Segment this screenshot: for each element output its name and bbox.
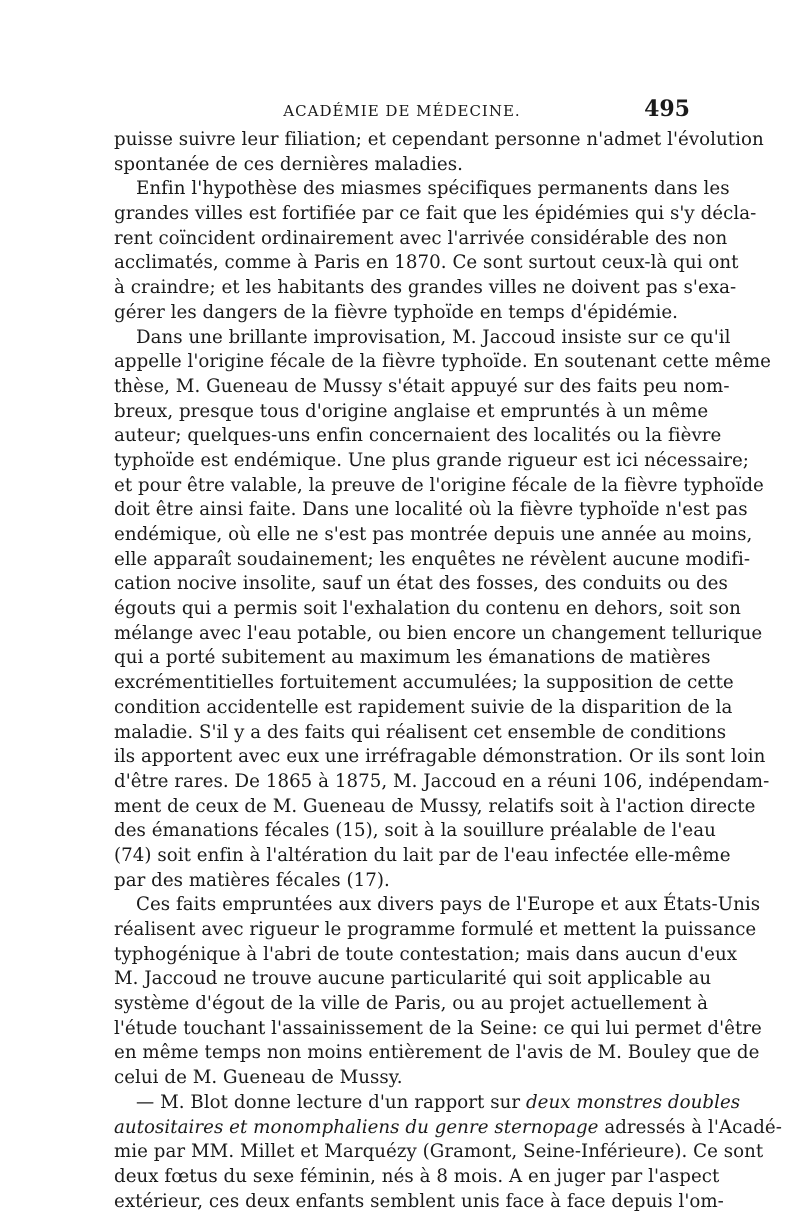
text-line: endémique, où elle ne s'est pas montrée depuis une année au moins,: [114, 524, 753, 545]
text-line: système d'égout de la ville de Paris, ou au projet actuellement à: [114, 993, 709, 1015]
text-line: réalisent avec rigueur le programme formulé et mettent la puissance: [114, 919, 757, 940]
text-line: (74) soit enfin à l'altération du lait par de l'eau infectée elle-même: [114, 844, 731, 866]
text-line: d'être rares. De 1865 à 1875, M. Jaccoud en a réuni 106, indépendam-: [114, 770, 770, 792]
text-line: rent coïncident ordinairement avec l'arrivée considérable des non: [114, 227, 728, 249]
body-text: [114, 128, 782, 1214]
text-line: doit être ainsi faite. Dans une localité où la fièvre typhoïde n'est pas: [114, 499, 748, 521]
text-line: des émanations fécales (15), soit à la souillure préalable de l'eau: [114, 820, 716, 842]
text-line-rest: adressés à l'Acadé-: [598, 1116, 782, 1138]
text-line: puisse suivre leur filiation; et cependant personne n'admet l'évolution: [114, 129, 764, 150]
text-line: spontanée de ces dernières maladies.: [114, 153, 463, 175]
text-line: Ces faits empruntées aux divers pays de l'Europe et aux États-Unis: [136, 894, 761, 916]
text-line: égouts qui a permis soit l'exhalation du contenu en dehors, soit son: [114, 598, 741, 620]
text-line: gérer les dangers de la fièvre typhoïde en temps d'épidémie.: [114, 301, 679, 323]
text-line: excrémentitielles fortuitement accumulées; la supposition de cette: [114, 672, 734, 694]
page-header: [114, 96, 690, 126]
text-line: mie par MM. Millet et Marquézy (Gramont, Seine-Inférieure). Ce sont: [114, 1141, 764, 1163]
text-line: typhoïde est endémique. Une plus grande rigueur est ici nécessaire;: [114, 449, 749, 471]
text-line: Dans une brillante improvisation, M. Jaccoud insiste sur ce qu'il: [136, 326, 731, 348]
text-line: auteur; quelques-uns enfin concernaient des localités ou la fièvre: [114, 425, 722, 447]
text-line: par des matières fécales (17).: [114, 869, 390, 891]
text-line: breux, presque tous d'origine anglaise et empruntés à un même: [114, 400, 709, 422]
text-line: [114, 1116, 782, 1141]
text-line: mélange avec l'eau potable, ou bien encore un changement tellurique: [114, 622, 763, 644]
text-line: ment de ceux de M. Gueneau de Mussy, relatifs soit à l'action directe: [114, 795, 756, 817]
text-line-start: — M. Blot donne lecture d'un rapport sur: [136, 1091, 526, 1113]
text-line: [114, 1091, 741, 1116]
text-line: et pour être valable, la preuve de l'origine fécale de la fièvre typhoïde: [114, 474, 764, 496]
text-line: celui de M. Gueneau de Mussy.: [114, 1067, 403, 1089]
text-line: l'étude touchant l'assainissement de la Seine: ce qui lui permet d'être: [114, 1017, 762, 1039]
text-line: thèse, M. Gueneau de Mussy s'était appuyé sur des faits peu nom-: [114, 375, 730, 397]
italic-title-continued: autositaires et monomphaliens du genre sternopage: [114, 1116, 599, 1138]
text-line: M. Jaccoud ne trouve aucune particularité qui soit applicable au: [114, 968, 712, 990]
text-line: à craindre; et les habitants des grandes villes ne doivent pas s'exa-: [114, 277, 737, 299]
text-line: typhogénique à l'abri de toute contestation; mais dans aucun d'eux: [114, 943, 738, 965]
text-line: Enfin l'hypothèse des miasmes spécifiques permanents dans les: [136, 178, 730, 200]
text-line: elle apparaît soudainement; les enquêtes ne révèlent aucune modifi-: [114, 548, 751, 570]
text-line: maladie. S'il y a des faits qui réalisent cet ensemble de conditions: [114, 721, 727, 743]
text-line: deux fœtus du sexe féminin, nés à 8 mois. A en juger par l'aspect: [114, 1165, 720, 1187]
text-line: appelle l'origine fécale de la fièvre typhoïde. En soutenant cette même: [114, 351, 771, 373]
text-line: condition accidentelle est rapidement suivie de la disparition de la: [114, 696, 733, 718]
running-head: ACADÉMIE DE MÉDECINE.: [283, 102, 521, 120]
text-line: qui a porté subitement au maximum les émanations de matières: [114, 647, 711, 669]
text-line: en même temps non moins entièrement de l'avis de M. Bouley que de: [114, 1042, 760, 1064]
text-line: cation nocive insolite, sauf un état des fosses, des conduits ou des: [114, 573, 728, 595]
italic-title: deux monstres doubles: [525, 1091, 741, 1113]
page-number: 495: [644, 96, 690, 122]
text-line: grandes villes est fortifiée par ce fait que les épidémies qui s'y décla-: [114, 203, 757, 225]
text-line: ils apportent avec eux une irréfragable démonstration. Or ils sont loin: [114, 746, 766, 768]
text-line: extérieur, ces deux enfants semblent unis face à face depuis l'om-: [114, 1190, 724, 1212]
text-line: acclimatés, comme à Paris en 1870. Ce sont surtout ceux-là qui ont: [114, 252, 739, 274]
